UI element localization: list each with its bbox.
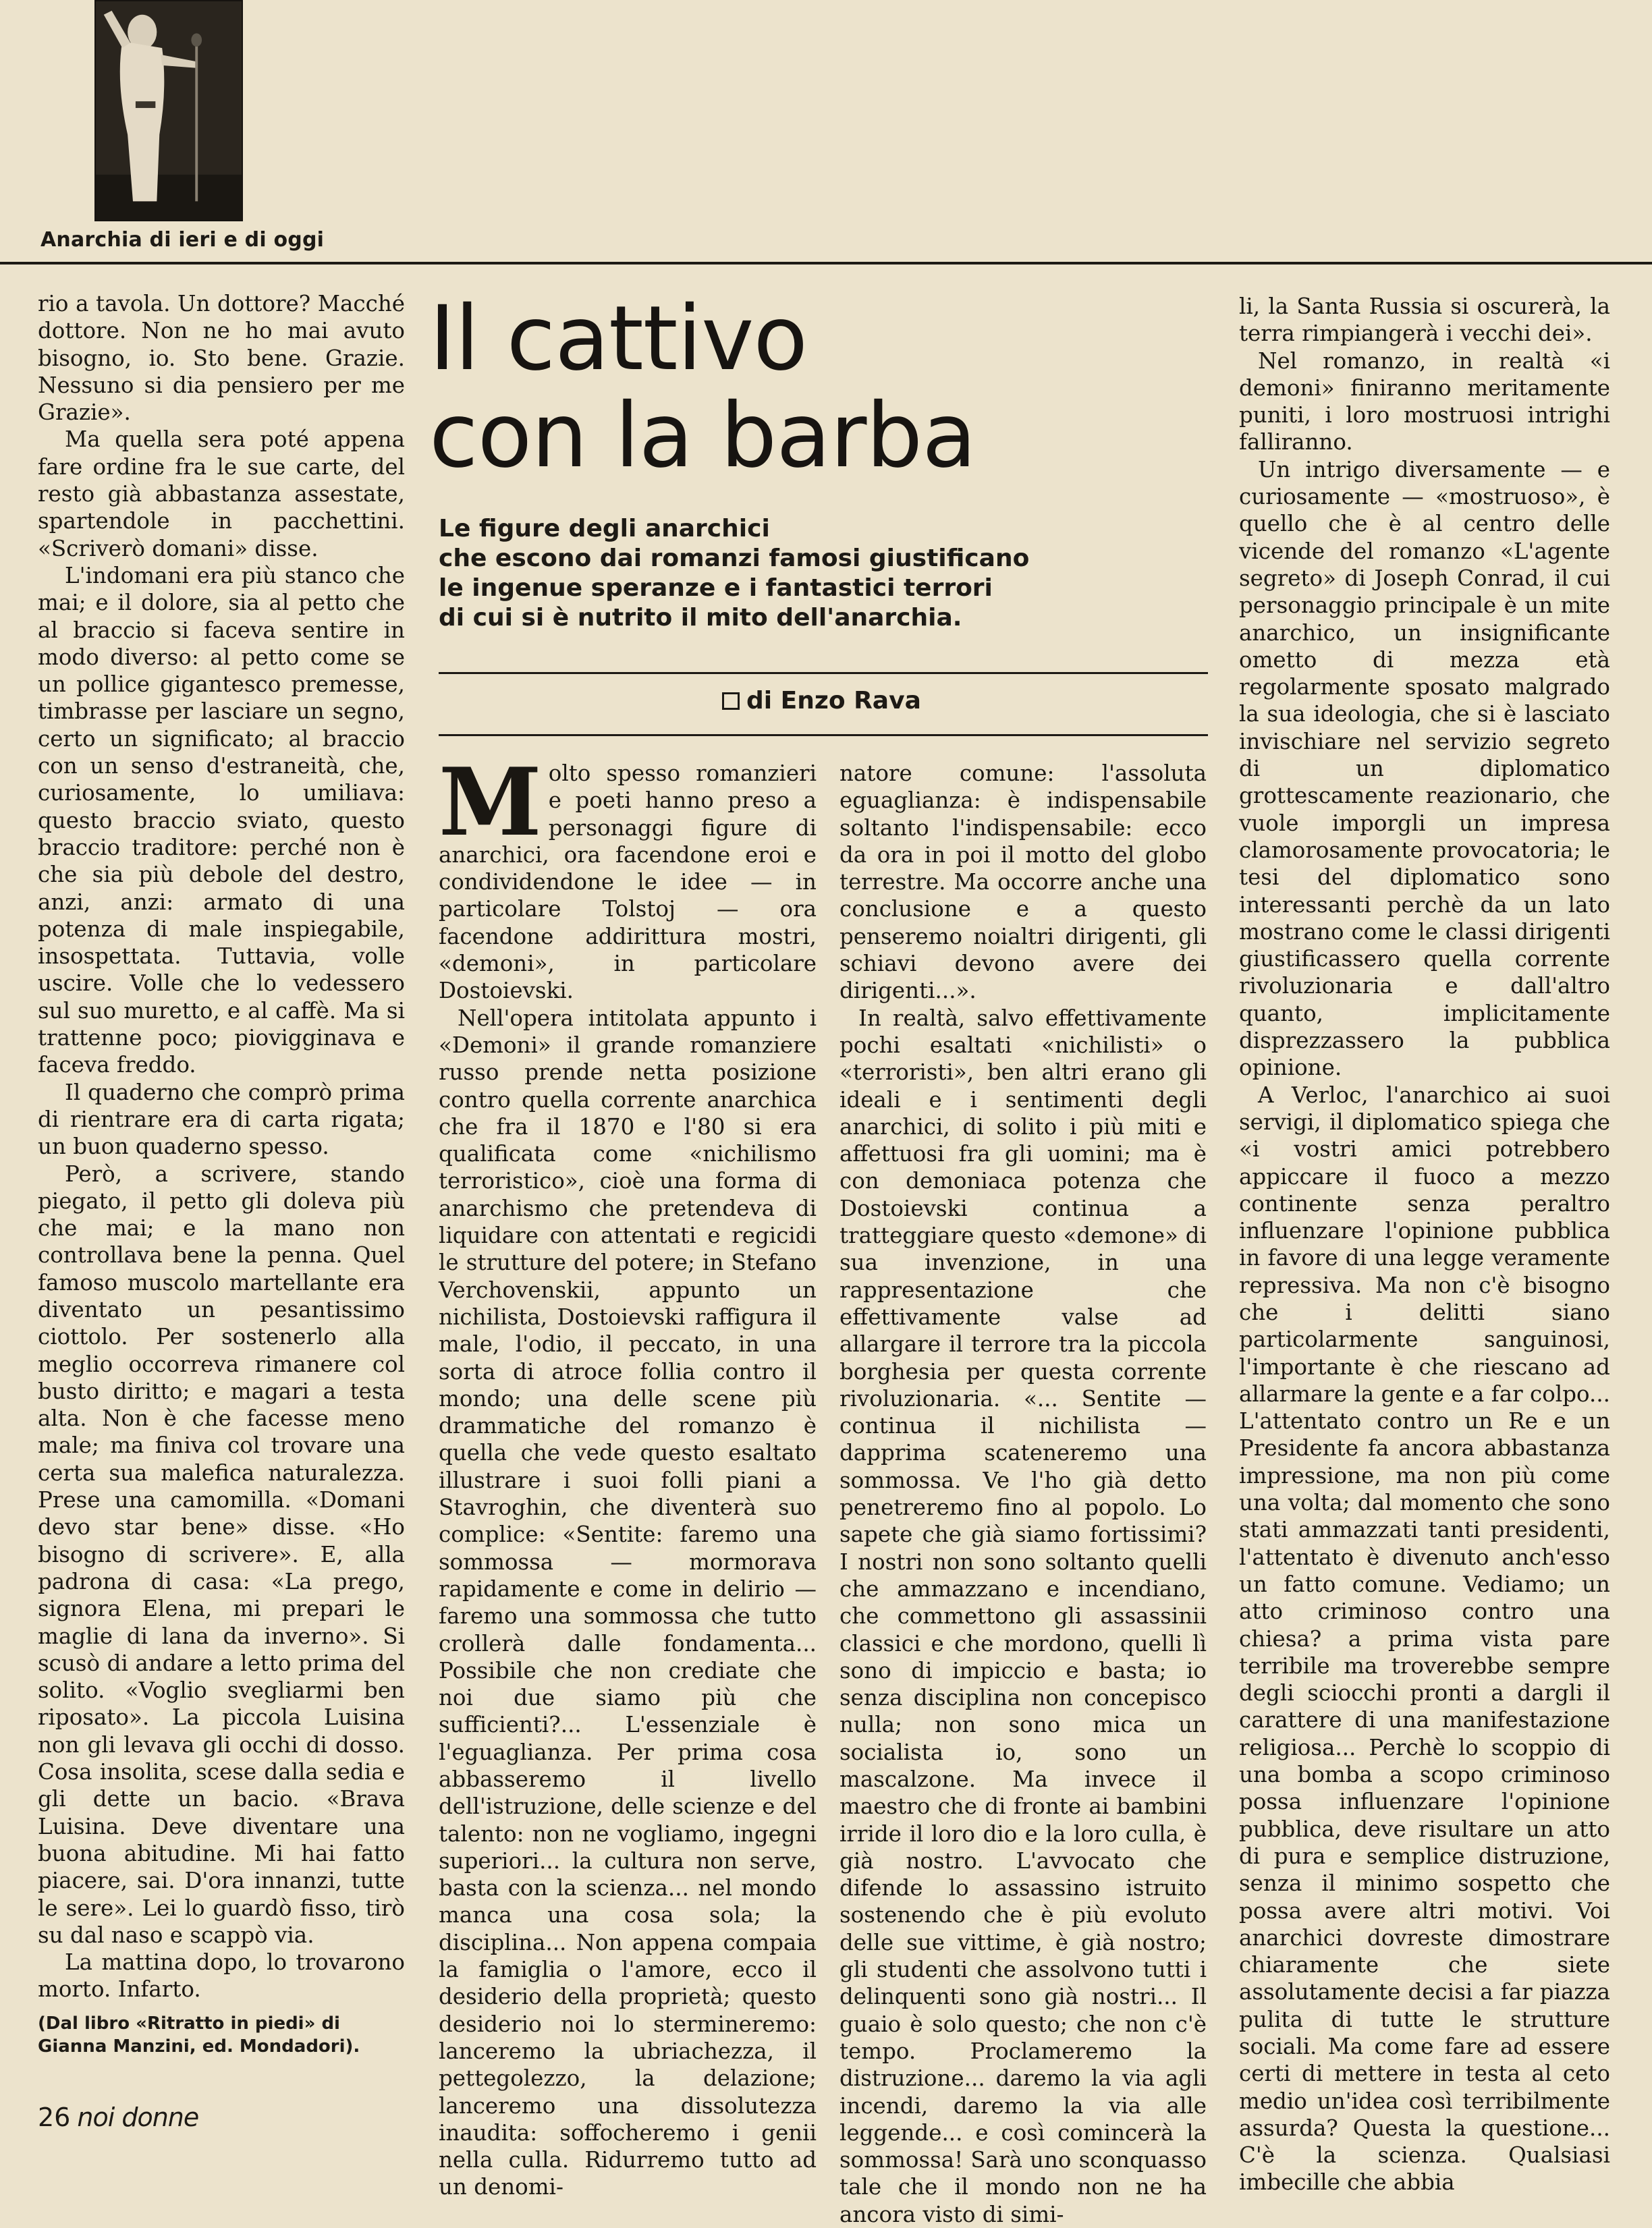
section-label: Anarchia di ieri e di oggi xyxy=(40,228,325,252)
top-rule xyxy=(0,262,1652,264)
folio xyxy=(38,2102,198,2132)
paragraph: La mattina dopo, lo trovarono morto. Infarto. xyxy=(38,1949,405,2003)
paragraph: In realtà, salvo effettivamente pochi esaltati «nichilisti» o «terroristi», ben altri erano gli ideali e i sentimenti degli anarchici, di solito i più miti e affettuosi fra gli uomini; ma è con demoniaca potenza che Dostoievski continua a tratteggiare questo «demone» di sua invenzione, in una rappresentazione che effettivamente valse ad allargare il terrore tra la piccola borghesia per questa corrente rivoluzionaria. «... Sentite — continua il nichilista — dapprima scateneremo una sommossa. Ve l'ho già detto penetreremo fino al popolo. Lo sapete che già siamo fortissimi? I nostri non sono soltanto quelli che ammazzano e incendiano, che commettono gli assassinii classici e che mordono, quelli lì sono di impiccio e basta; io senza disciplina non concepisco nulla; non sono mica un socialista io, sono un mascalzone. Ma invece il maestro che di fronte ai bambini irride il loro dio e la loro culla, è già nostro. L'avvocato che difende lo assassino istruito sostenendo che è più evoluto delle sue vittime, è già nostro; gli studenti che assolvono tutti i delinquenti sono già nostri... Il guaio è solo questo; che non c'è tempo. Proclameremo la distruzione... daremo la via agli incendi, daremo la via alle leggende... e così comincerà la sommossa! Sarà uno sconquasso tale che il mondo non ne ha ancora visto di simi- xyxy=(839,1005,1207,2227)
paragraph: A Verloc, l'anarchico ai suoi servigi, il diplomatico spiega che «i vostri amici potrebbero appiccare il fuoco a mezzo continente senza peraltro influenzare l'opinione pubblica in favore di una legge veramente repressiva. Ma non c'è bisogno che i delitti siano particolarmente sanguinosi, l'importante è che riescano ad allarmare la gente e a far colpo... L'attentato contro un Re e un Presidente fa ancora abbastanza impressione, ma non più come una volta; dal momento che sono stati ammazzati tanti presidenti, l'attentato è divenuto anch'esso un fatto comune. Vediamo; un atto criminoso contro una chiesa? a prima vista pare terribile ma troverebbe sempre degli sciocchi pronti a dargli il carattere di una manifestazione religiosa... Perchè lo scoppio di una bomba a scopo criminoso possa influenzare l'opinione pubblica, deve risultare un atto di pura e semplice distruzione, senza il minimo sospetto che possa avere altri motivi. Voi anarchici dovreste dimostrare chiaramente che siete assolutamente decisi a far piazza pulita di tutte le strutture sociali. Ma come fare ad essere certi di mettere in testa al ceto medio un'idea così terribilmente assurda? Questa la questione... C'è la scienza. Qualsiasi imbecille che abbia xyxy=(1239,1082,1610,2196)
deck-line: che escono dai romanzi famosi giustificano xyxy=(439,545,1030,572)
paragraph: Il quaderno che comprò prima di rientrare era di carta rigata; un buon quaderno spesso. xyxy=(38,1079,405,1160)
paragraph: Però, a scrivere, stando piegato, il petto gli doleva più che mai; e la mano non controllava bene la penna. Quel famoso muscolo martellante era diventato un pesantissimo ciottolo. Per sostenerlo alla meglio occorreva rimanere col busto diritto; e magari a testa alta. Non è che facesse meno male; ma finiva col trovare una certa sua malefica naturalezza. Prese una camomilla. «Domani devo star bene» disse. «Ho bisogno di scrivere». E, alla padrona di casa: «La prego, signora Elena, mi prepari le maglie di lana da inverno». Si scusò di andare a letto prima del solito. «Voglio svegliarmi ben riposato». La piccola Luisina non gli levava gli occhi di dosso. Cosa insolita, scese dalla sedia e gli dette un bacio. «Brava Luisina. Deve diventare una buona abitudine. Mi hai fatto piacere, sai. D'ora innanzi, tutte le sere». Lei lo guardò fisso, tirò su dal naso e scappò via. xyxy=(38,1161,405,1948)
paragraph: li, la Santa Russia si oscurerà, la terra rimpiangerà i vecchi dei». xyxy=(1239,294,1610,347)
page-number: 26 xyxy=(38,2102,71,2132)
column-3 xyxy=(839,760,1207,2228)
square-icon xyxy=(722,692,740,710)
column-1 xyxy=(38,290,405,2003)
paragraph: Un intrigo diversamente — e curiosamente — «mostruoso», è quello che è al centro delle vicende del romanzo «L'agente segreto» di Joseph Conrad, il cui personaggio principale è un mite anarchico, un insignificante ometto di mezza età regolarmente sposato malgrado la sua ideologia, che si è lasciato invischiare nel servizio segreto di un diplomatico grottescamente reazionario, che vuole imporgli un impresa clamorosamente provocatoria; le tesi del diplomatico sono interessanti perchè da un lato mostrano come le classi dirigenti giustificassero quella corrente rivoluzionaria e dall'altro quanto, implicitamente disprezzassero la pubblica opinione. xyxy=(1239,456,1610,1081)
lead-paragraph xyxy=(439,747,817,1005)
byline-rule-bottom xyxy=(439,734,1208,736)
headline-line: con la barba xyxy=(429,384,976,488)
performer-photo xyxy=(94,0,243,221)
article-deck xyxy=(439,514,1215,633)
drop-cap: M xyxy=(439,747,542,857)
lead-text: olto spesso romanzieri e poeti hanno preso a personaggi figure di anarchici, ora facendone eroi e condividendone le idee — in particolare Tolstoj — ora facendone addirittura mostri, «demoni», in particolare Dostoievski. xyxy=(439,760,817,1004)
paragraph: Nell'opera intitolata appunto i «Demoni» il grande romanziere russo prende netta posizione contro quella corrente anarchica che fra il 1870 e l'80 si era qualificata come «nichilismo terroristico», cioè una forma di anarchismo che pretendeva di liquidare con attentati e regicidi le strutture del potere; in Stefano Verchovenskii, appunto un nichilista, Dostoievski raffigura il male, l'odio, il peccato, in una sorta di atroce follia contro il mondo; una delle scene più drammatiche del romanzo è quella che vede questo esaltato illustrare i suoi folli piani a Stavroghin, che diventerà suo complice: «Sentite: faremo una sommossa — mormorava rapidamente e come in delirio — faremo una sommossa che tutto crollerà dalle fondamenta... Possibile che non crediate che noi due siamo più che sufficienti?... L'essenziale è l'eguaglianza. Per prima cosa abbasseremo il livello dell'istruzione, delle scienze e del talento: non ne vogliamo, ingegni superiori... la cultura non serve, basta con la scienza... nel mondo manca una cosa sola; la disciplina... Non appena compaia la famiglia o l'amore, ecco il desiderio della proprietà; questo desiderio noi lo stermineremo: lanceremo la ubriachezza, il pettegolezzo, la delazione; lanceremo una dissolutezza inaudita: soffocheremo i genii nella culla. Ridurremo tutto ad un denomi- xyxy=(439,1005,817,2200)
paragraph: rio a tavola. Un dottore? Macché dottore. Non ne ho mai avuto bisogno, io. Sto bene. Grazie. Nessuno si dia pensiero per me Grazie». xyxy=(38,291,405,426)
paragraph: natore comune: l'assoluta eguaglianza: è indispensabile soltanto l'indispensabile: ecco da ora in poi il motto del globo terrestre. Ma occorre anche una conclusione e a questo penseremo noialtri dirigenti, gli schiavi devono avere dei dirigenti...». xyxy=(839,760,1207,1004)
deck-line: le ingenue speranze e i fantastici terrori xyxy=(439,574,993,602)
paragraph: L'indomani era più stanco che mai; e il dolore, sia al petto che al braccio si faceva sentire in modo diverso: al petto come se un pollice gigantesco premesse, timbrasse per lasciare un segno, certo un significato; al braccio con un senso d'estraneità, che, curiosamente, lo umiliava: questo braccio sviato, questo braccio traditore: perché non è che sia più debole del destro, anzi, anzi: armato di una potenza di male inspiegabile, insospettata. Tuttavia, volle uscire. Volle che lo vedessero sul suo muretto, e al caffè. Ma si trattenne poco; piovigginava e faceva freddo. xyxy=(38,562,405,1078)
headline-line: Il cattivo xyxy=(429,287,808,391)
source-note: (Dal libro «Ritratto in piedi» di Gianna Manzini, ed. Mondadori). xyxy=(38,2013,360,2057)
magazine-name: noi donne xyxy=(77,2102,199,2132)
article-headline xyxy=(429,287,1212,488)
byline-text: di Enzo Rava xyxy=(746,687,921,715)
paragraph: Nel romanzo, in realtà «i demoni» finiranno meritamente puniti, i loro mostruosi intrighi falliranno. xyxy=(1239,347,1610,455)
column-4 xyxy=(1239,293,1610,2196)
byline xyxy=(722,687,921,715)
deck-line: Le figure degli anarchici xyxy=(439,515,770,542)
column-2 xyxy=(439,747,817,2201)
byline-rule-top xyxy=(439,672,1208,674)
deck-line: di cui si è nutrito il mito dell'anarchia. xyxy=(439,604,962,632)
paragraph: Ma quella sera poté appena fare ordine fra le sue carte, del resto già abbastanza assestate, spartendole in pacchettini. «Scriverò domani» disse. xyxy=(38,426,405,561)
